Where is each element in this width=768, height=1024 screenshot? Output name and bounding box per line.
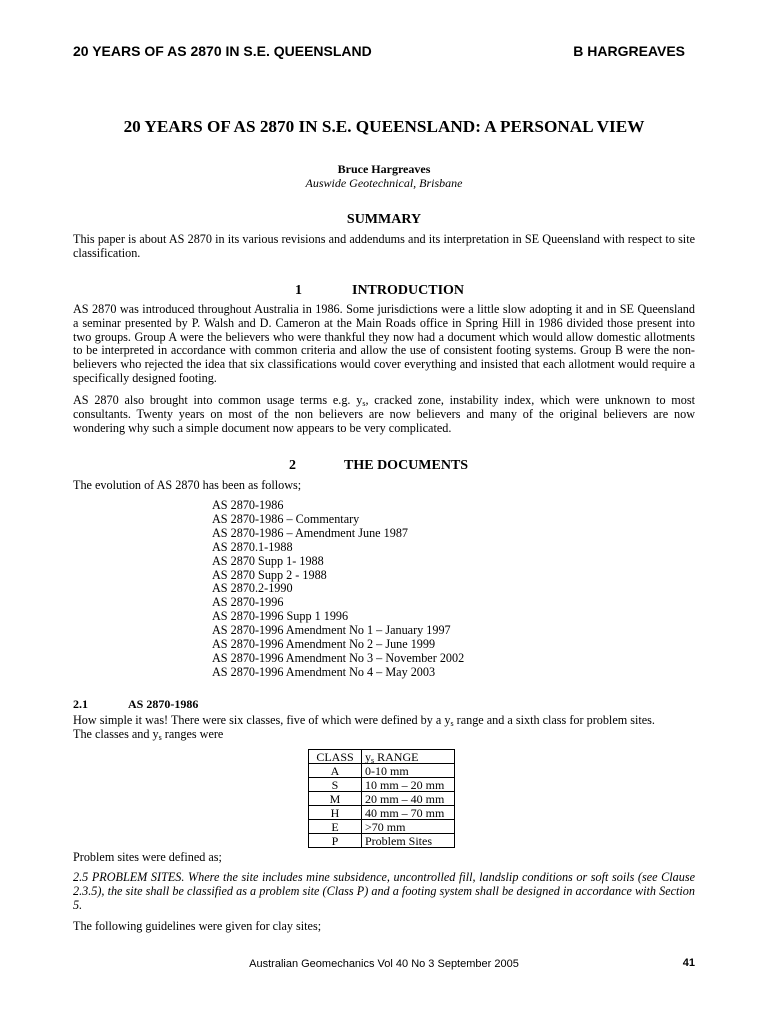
list-item: AS 2870-1996 Amendment No 4 – May 2003 [212, 664, 436, 679]
list-item: AS 2870-1986 [212, 498, 284, 512]
section-1-title: INTRODUCTION [352, 283, 465, 298]
list-item: AS 2870 Supp 1- 1988 [212, 553, 324, 568]
introduction-paragraph-2: AS 2870 also brought into common usage terms e.g. $y_s$, cracked zone, instability index, which were unknown to most consultants. Twenty years on most of the non believers are now believers and many of the original believers are now wondering why such a simple document now appears to be very complicated. [73, 393, 695, 435]
paper-title: 20 YEARS OF AS 2870 IN S.E. QUEENSLAND: A PERSONAL VIEW [123, 117, 645, 136]
list-item: AS 2870-1996 [212, 595, 284, 610]
table-cell-class: H [309, 806, 362, 820]
documents-list [212, 499, 464, 680]
list-item: AS 2870.1-1988 [212, 539, 293, 554]
page-number: 41 [682, 957, 695, 969]
table-header-range: $y_s$ RANGE [362, 750, 455, 764]
table-cell-range: >70 mm [362, 820, 455, 834]
list-item: AS 2870 Supp 2 - 1988 [212, 567, 327, 582]
author-affiliation: Auswide Geotechnical, Brisbane [305, 176, 463, 190]
list-item: AS 2870-1996 Amendment No 3 – November 2002 [212, 650, 465, 665]
running-header-title: 20 YEARS OF AS 2870 IN S.E. QUEENSLAND [73, 43, 372, 59]
running-header-author: B HARGREAVES [573, 43, 685, 59]
table-header-row [309, 750, 455, 764]
summary-text: This paper is about AS 2870 in its various revisions and addendums and its interpretation in SE Queensland with respect to site classification. [73, 232, 695, 260]
summary-heading: SUMMARY [346, 212, 422, 227]
table-cell-class: E [309, 820, 362, 834]
classes-paragraph: How simple it was! There were six classes, five of which were defined by a $y_s$ range and a sixth class for problem sites. The classes and $y_s$ ranges were [73, 713, 655, 742]
journal-footer: Australian Geomechanics Vol 40 No 3 September 2005 [249, 958, 519, 970]
list-item: AS 2870.2-1990 [212, 581, 293, 596]
table-header-class: CLASS [309, 750, 362, 764]
table-cell-class: P [309, 834, 362, 848]
list-item: AS 2870-1996 Amendment No 1 – January 1997 [212, 623, 451, 638]
table-cell-class: M [309, 792, 362, 806]
table-cell-range: Problem Sites [362, 834, 455, 848]
problem-sites-intro: Problem sites were defined as; [73, 850, 222, 864]
table-row [309, 820, 455, 834]
subsection-2-1-number: 2.1 [73, 697, 88, 711]
list-item: AS 2870-1996 Supp 1 1996 [212, 609, 349, 624]
guidelines-text: The following guidelines were given for clay sites; [73, 919, 322, 933]
table-cell-range: 0-10 mm [362, 764, 455, 778]
table-row [309, 778, 455, 792]
table-row [309, 834, 455, 848]
table-cell-range: 10 mm – 20 mm [362, 778, 455, 792]
table-row [309, 792, 455, 806]
class-range-table [308, 749, 455, 848]
table-cell-range: 40 mm – 70 mm [362, 806, 455, 820]
table-cell-class: A [309, 764, 362, 778]
introduction-paragraph-1: AS 2870 was introduced throughout Australia in 1986. Some jurisdictions were a little slow adopting it and in SE Queensland a seminar presented by P. Walsh and D. Cameron at the Main Roads office in Spring Hill in 1986 divided those present into two groups. Group A were the believers who were thankful they now had a document which would allow domestic allotments to be interpreted in accordance with common criteria and allow the use of consistent footing systems. Group B were the non-believers who rejected the idea that six classifications would cover everything and insisted that each allotment would require a specifically designed footing. [73, 302, 695, 385]
table-row [309, 806, 455, 820]
list-item: AS 2870-1996 Amendment No 2 – June 1999 [212, 637, 436, 652]
documents-intro: The evolution of AS 2870 has been as follows; [73, 478, 302, 492]
table-cell-class: S [309, 778, 362, 792]
table-row [309, 764, 455, 778]
table-cell-range: 20 mm – 40 mm [362, 792, 455, 806]
section-2-number: 2 [289, 458, 296, 473]
list-item: AS 2870-1986 – Amendment June 1987 [212, 525, 409, 540]
subsection-2-1-title: AS 2870-1986 [128, 697, 199, 711]
problem-sites-quote: 2.5 PROBLEM SITES. Where the site includes mine subsidence, uncontrolled fill, landslip conditions or soft soils (see Clause 2.3.5), the site shall be classified as a problem site (Class P) and a footing system shall be designed in accordance with Section 5. [73, 870, 695, 912]
section-2-title: THE DOCUMENTS [344, 458, 469, 473]
list-item: AS 2870-1986 – Commentary [212, 511, 360, 526]
author-name: Bruce Hargreaves [337, 162, 431, 176]
section-1-number: 1 [295, 283, 302, 298]
